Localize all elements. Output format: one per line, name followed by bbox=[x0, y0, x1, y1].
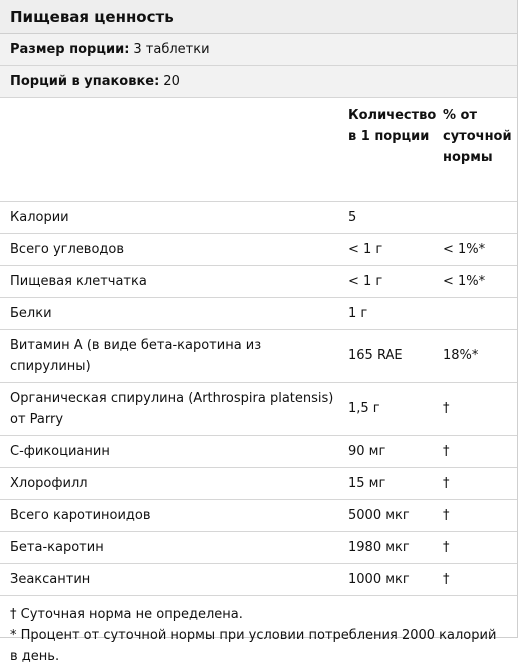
nutrient-daily-value: † bbox=[437, 499, 517, 531]
header-amount: Количество в 1 порции bbox=[340, 98, 437, 201]
table-header-row bbox=[0, 98, 517, 201]
nutrient-amount: 1,5 г bbox=[340, 382, 437, 435]
nutrient-name: Белки bbox=[0, 297, 340, 329]
nutrient-daily-value: † bbox=[437, 435, 517, 467]
nutrient-daily-value: † bbox=[437, 531, 517, 563]
nutrient-amount: 15 мг bbox=[340, 467, 437, 499]
nutrient-daily-value bbox=[437, 201, 517, 233]
nutrient-name: Хлорофилл bbox=[0, 467, 340, 499]
nutrient-amount: 5 bbox=[340, 201, 437, 233]
table-row bbox=[0, 531, 517, 563]
nutrient-name: Органическая спирулина (Arthrospira platensis) от Parry bbox=[0, 382, 340, 435]
header-daily-value: % от суточной нормы bbox=[437, 98, 517, 201]
servings-per-container-label: Порций в упаковке: bbox=[10, 74, 160, 89]
nutrient-amount: 5000 мкг bbox=[340, 499, 437, 531]
nutrient-daily-value: † bbox=[437, 382, 517, 435]
nutrient-daily-value: 18%* bbox=[437, 329, 517, 382]
serving-size-row bbox=[0, 34, 517, 66]
serving-size-value: 3 таблетки bbox=[133, 42, 210, 57]
table-row bbox=[0, 265, 517, 297]
nutrient-amount: 165 RAE bbox=[340, 329, 437, 382]
nutrient-amount: < 1 г bbox=[340, 265, 437, 297]
servings-per-container-value: 20 bbox=[163, 74, 180, 89]
footnote-dagger: † Суточная норма не определена. bbox=[10, 606, 243, 622]
servings-per-container-row bbox=[0, 66, 517, 98]
nutrient-name: Витамин A (в виде бета-каротина из спирулины) bbox=[0, 329, 340, 382]
table-row bbox=[0, 382, 517, 435]
footnotes bbox=[0, 596, 517, 667]
table-row bbox=[0, 201, 517, 233]
footnote-asterisk: * Процент от суточной нормы при условии потребления 2000 калорий в день. bbox=[10, 627, 497, 664]
nutrient-amount: 1 г bbox=[340, 297, 437, 329]
nutrient-amount: 1980 мкг bbox=[340, 531, 437, 563]
nutrient-daily-value: † bbox=[437, 467, 517, 499]
nutrient-daily-value bbox=[437, 297, 517, 329]
nutrient-name: Пищевая клетчатка bbox=[0, 265, 340, 297]
nutrient-amount: 90 мг bbox=[340, 435, 437, 467]
nutrient-daily-value: < 1%* bbox=[437, 233, 517, 265]
nutrient-daily-value: < 1%* bbox=[437, 265, 517, 297]
table-row bbox=[0, 467, 517, 499]
table-row bbox=[0, 233, 517, 265]
table-row bbox=[0, 435, 517, 467]
serving-size-label: Размер порции: bbox=[10, 42, 130, 57]
nutrient-amount: < 1 г bbox=[340, 233, 437, 265]
table-row bbox=[0, 329, 517, 382]
table-row bbox=[0, 297, 517, 329]
nutrition-title: Пищевая ценность bbox=[0, 0, 517, 34]
nutrition-table bbox=[0, 98, 517, 596]
nutrient-name: С-фикоцианин bbox=[0, 435, 340, 467]
nutrient-name: Бета-каротин bbox=[0, 531, 340, 563]
nutrient-name: Калории bbox=[0, 201, 340, 233]
nutrient-amount: 1000 мкг bbox=[340, 563, 437, 595]
table-row bbox=[0, 563, 517, 595]
nutrient-name: Всего углеводов bbox=[0, 233, 340, 265]
nutrient-daily-value: † bbox=[437, 563, 517, 595]
nutrient-name: Всего каротиноидов bbox=[0, 499, 340, 531]
header-empty-cell bbox=[0, 98, 340, 201]
nutrient-name: Зеаксантин bbox=[0, 563, 340, 595]
table-row bbox=[0, 499, 517, 531]
